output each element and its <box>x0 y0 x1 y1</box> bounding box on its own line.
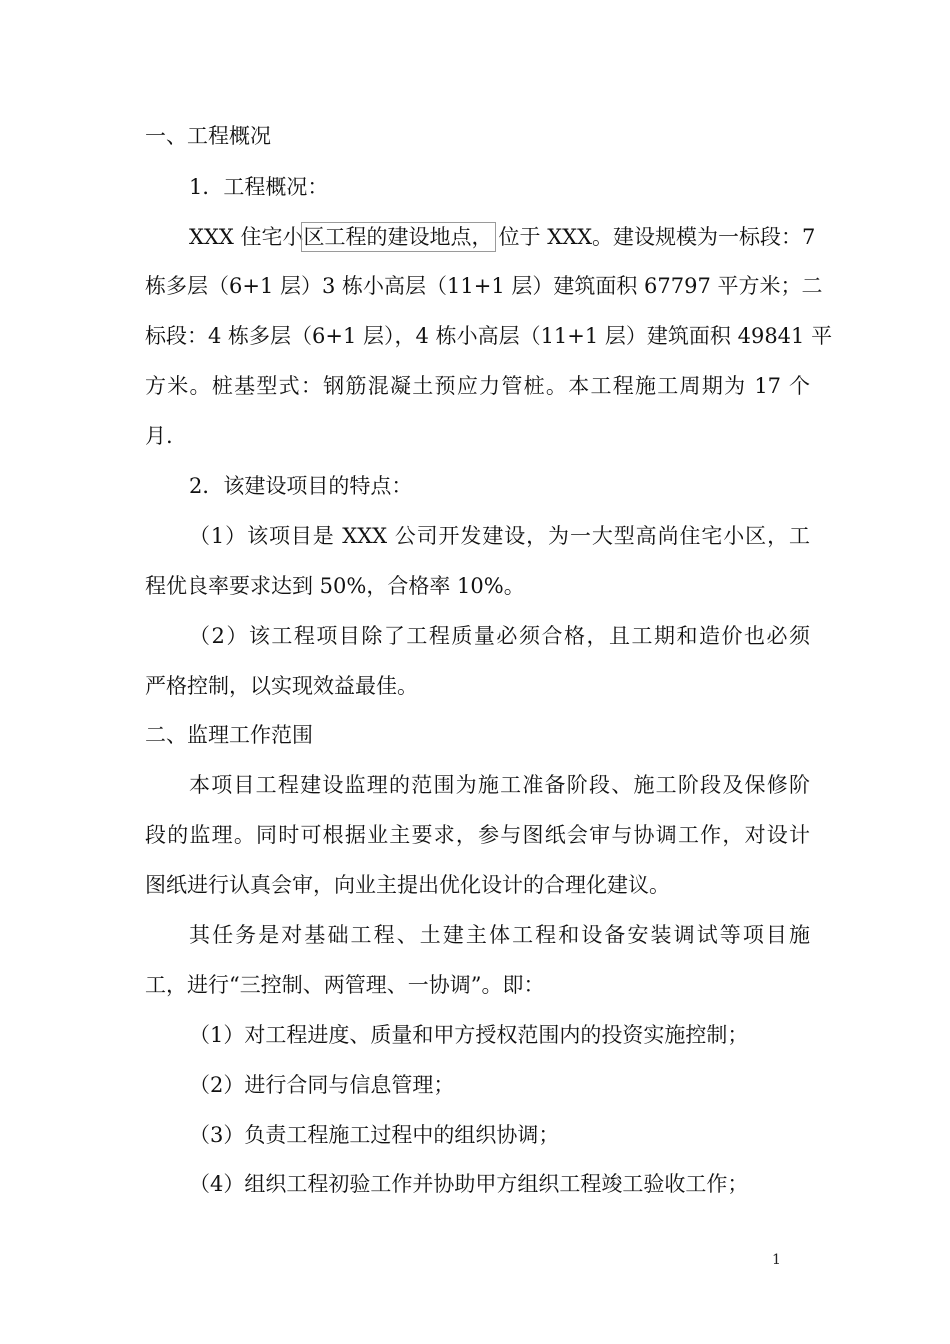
list-item: （4）组织工程初验工作并协助甲方组织工程竣工验收工作； <box>189 1172 749 1196</box>
page-number: 1 <box>772 1252 781 1268</box>
list-item: （1）对工程进度、质量和甲方授权范围内的投资实施控制； <box>189 1023 749 1047</box>
text-run: XXX 住宅小 <box>189 225 304 249</box>
paragraph-line: 严格控制，以实现效益最佳。 <box>145 674 418 698</box>
paragraph-line: 程优良率要求达到 50%，合格率 10%。 <box>145 574 525 598</box>
paragraph-line: 图纸进行认真会审，向业主提出优化设计的合理化建议。 <box>145 873 670 897</box>
paragraph-line: 标段：4 栋多层（6+1 层），4 栋小高层（11+1 层）建筑面积 49841 平 <box>145 324 833 348</box>
subheading-project-features: 2．该建设项目的特点： <box>189 474 413 498</box>
paragraph-line: 方米。桩基型式：钢筋混凝土预应力管桩。本工程施工周期为 17 个 <box>145 374 810 398</box>
heading-supervision-scope: 二、监理工作范围 <box>145 723 313 747</box>
paragraph-line: 月. <box>145 424 173 448</box>
paragraph-line: （1）该项目是 XXX 公司开发建设，为一大型高尚住宅小区，工 <box>189 524 810 548</box>
text-run: 位于 XXX。建设规模为一标段：7 <box>498 225 816 249</box>
paragraph-line: 其任务是对基础工程、土建主体工程和设备安装调试等项目施 <box>189 923 810 947</box>
paragraph-line: （2）该工程项目除了工程质量必须合格，且工期和造价也必须 <box>189 624 810 648</box>
highlighted-text-box: 区工程的建设地点， <box>303 225 493 249</box>
paragraph-line: 本项目工程建设监理的范围为施工准备阶段、施工阶段及保修阶 <box>189 773 810 797</box>
paragraph-line: 栋多层（6+1 层）3 栋小高层（11+1 层）建筑面积 67797 平方米；二 <box>145 274 823 298</box>
list-item: （3）负责工程施工过程中的组织协调； <box>189 1123 560 1147</box>
list-item: （2）进行合同与信息管理； <box>189 1073 455 1097</box>
heading-project-overview: 一、工程概况 <box>145 124 271 148</box>
paragraph-line: 工，进行“三控制、两管理、一协调”。即： <box>145 973 545 997</box>
paragraph-line: 段的监理。同时可根据业主要求，参与图纸会审与协调工作，对设计 <box>145 823 810 847</box>
subheading-project-overview: 1．工程概况： <box>189 175 329 199</box>
paragraph-line <box>189 222 816 252</box>
